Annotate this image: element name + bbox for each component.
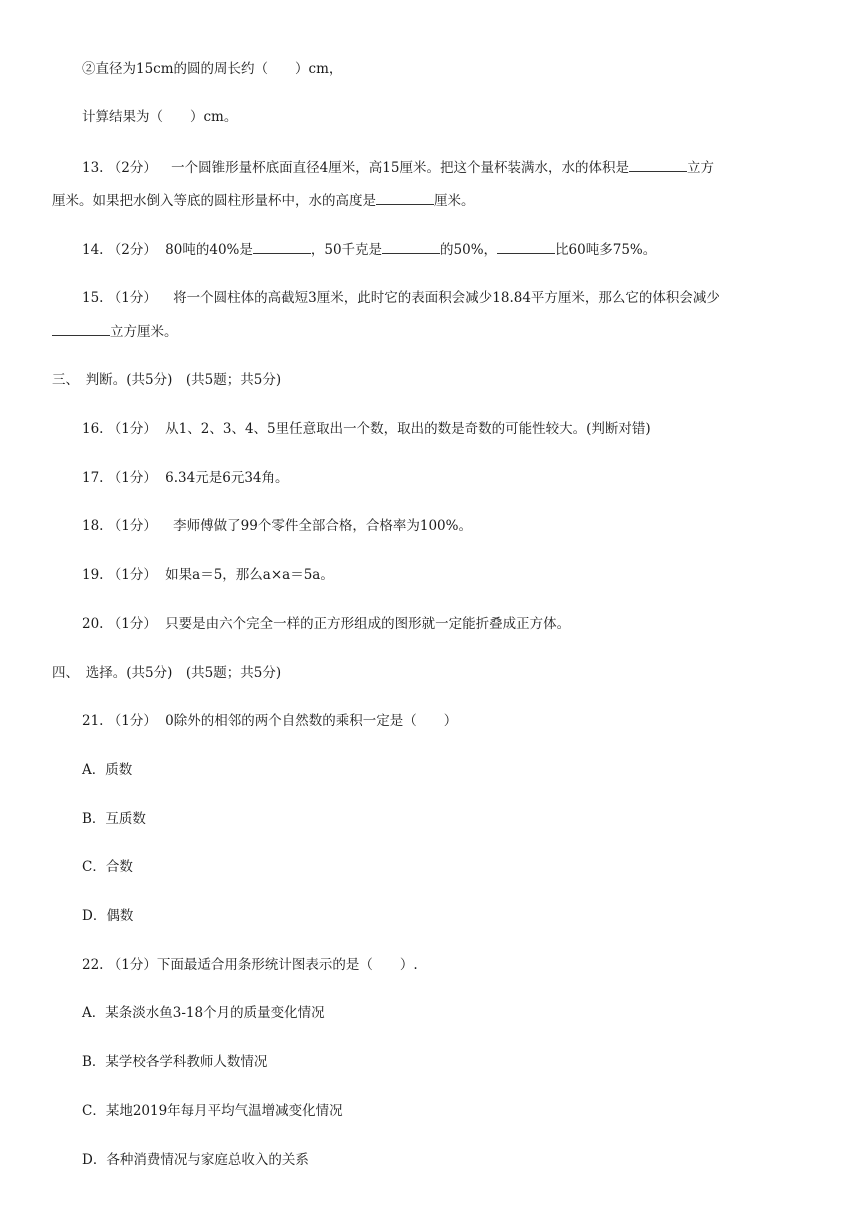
question-13 bbox=[82, 157, 714, 178]
option-b[interactable]: B．某学校各学科教师人数情况 bbox=[82, 1054, 268, 1070]
option-d[interactable]: D．偶数 bbox=[82, 908, 134, 924]
question-text: 0除外的相邻的两个自然数的乘积一定是（ ） bbox=[165, 713, 458, 729]
question-text: 从1、2、3、4、5里任意取出一个数，取出的数是奇数的可能性较大。(判断对错) bbox=[165, 421, 651, 437]
question-number: 18. bbox=[82, 518, 104, 534]
question-17 bbox=[82, 468, 289, 488]
section-title-choice: 四、 选择。(共5分) (共5题；共5分) bbox=[52, 665, 282, 681]
question-text: 下面最适合用条形统计图表示的是（ ）. bbox=[156, 957, 418, 973]
question-13-line2 bbox=[52, 190, 475, 211]
question-text: 厘米。 bbox=[434, 193, 475, 209]
question-score: （1分） bbox=[107, 957, 157, 973]
question-text: 立方厘米。 bbox=[110, 324, 178, 340]
question-text: 只要是由六个完全一样的正方形组成的图形就一定能折叠成正方体。 bbox=[165, 616, 571, 632]
question-15-line2 bbox=[52, 321, 178, 342]
option-c[interactable]: C．某地2019年每月平均气温增减变化情况 bbox=[82, 1103, 343, 1119]
option-a[interactable]: A．质数 bbox=[82, 762, 133, 778]
answer-blank[interactable] bbox=[376, 190, 434, 205]
option-d[interactable]: D．各种消费情况与家庭总收入的关系 bbox=[82, 1152, 309, 1168]
answer-blank[interactable] bbox=[497, 239, 555, 254]
question-number: 19. bbox=[82, 567, 104, 583]
question-text: 厘米。如果把水倒入等底的圆柱形量杯中，水的高度是 bbox=[52, 193, 376, 209]
question-number: 21. bbox=[82, 713, 104, 729]
question-score: （1分） bbox=[107, 567, 157, 583]
answer-blank[interactable] bbox=[629, 157, 687, 172]
question-15 bbox=[82, 288, 720, 308]
question-text: 的50%， bbox=[440, 242, 498, 258]
question-score: （1分） bbox=[107, 518, 157, 534]
question-text: 立方 bbox=[686, 160, 714, 176]
option-b[interactable]: B．互质数 bbox=[82, 811, 146, 827]
question-number: 15. bbox=[82, 290, 104, 306]
question-score: （1分） bbox=[107, 290, 157, 306]
option-a[interactable]: A．某条淡水鱼3-18个月的质量变化情况 bbox=[82, 1005, 325, 1021]
question-score: （2分） bbox=[107, 242, 157, 258]
question-22 bbox=[82, 955, 418, 975]
question-score: （1分） bbox=[107, 470, 157, 486]
q12-sub2-line2: 计算结果为（ ）cm。 bbox=[82, 109, 238, 125]
question-number: 14. bbox=[82, 242, 104, 258]
section-title-judgement: 三、 判断。(共5分) (共5题；共5分) bbox=[52, 372, 282, 388]
question-text: 如果a＝5，那么a×a＝5a。 bbox=[165, 567, 334, 583]
question-text: 比60吨多75%。 bbox=[555, 242, 657, 258]
answer-blank[interactable] bbox=[52, 321, 110, 336]
question-text: 将一个圆柱体的高截短3厘米，此时它的表面积会减少18.84平方厘米，那么它的体积会减少 bbox=[173, 290, 720, 306]
question-number: 20. bbox=[82, 616, 104, 632]
answer-blank[interactable] bbox=[382, 239, 440, 254]
question-text: 80吨的40%是 bbox=[165, 242, 253, 258]
question-number: 22. bbox=[82, 957, 104, 973]
question-14 bbox=[82, 239, 656, 260]
option-c[interactable]: C．合数 bbox=[82, 859, 133, 875]
question-18 bbox=[82, 516, 472, 536]
question-text: 6.34元是6元34角。 bbox=[165, 470, 289, 486]
question-score: （1分） bbox=[107, 713, 157, 729]
question-text: 一个圆锥形量杯底面直径4厘米，高15厘米。把这个量杯装满水，水的体积是 bbox=[171, 160, 629, 176]
question-score: （1分） bbox=[107, 616, 157, 632]
question-19 bbox=[82, 565, 334, 585]
question-number: 16. bbox=[82, 421, 104, 437]
question-number: 13. bbox=[82, 160, 104, 176]
question-score: （1分） bbox=[107, 421, 157, 437]
question-20 bbox=[82, 614, 570, 634]
question-text: 李师傅做了99个零件全部合格，合格率为100%。 bbox=[173, 518, 472, 534]
q12-sub2-line1: ②直径为15cm的圆的周长约（ ）cm， bbox=[82, 61, 343, 77]
question-21 bbox=[82, 711, 457, 731]
answer-blank[interactable] bbox=[253, 239, 311, 254]
question-number: 17. bbox=[82, 470, 104, 486]
question-16 bbox=[82, 419, 651, 439]
question-score: （2分） bbox=[107, 160, 157, 176]
question-text: ，50千克是 bbox=[310, 242, 383, 258]
